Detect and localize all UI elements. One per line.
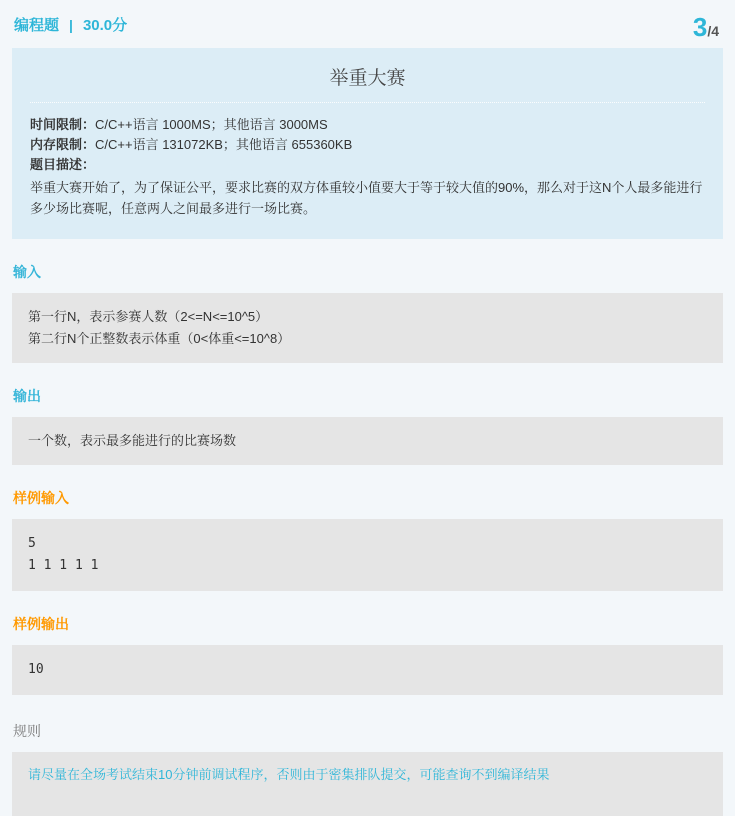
time-limit-label: 时间限制：: [30, 117, 96, 132]
sample-input-label: 样例输入: [13, 490, 69, 506]
memory-limit-label: 内存限制：: [30, 137, 96, 152]
input-spec-box: [12, 293, 723, 363]
description-label: 题目描述：: [30, 157, 96, 172]
sample-input-line: 1 1 1 1 1: [28, 558, 99, 573]
header-separator: |: [69, 16, 73, 33]
output-section-label: 输出: [13, 388, 41, 404]
pager-total: /4: [707, 23, 719, 39]
pager-current: 3: [692, 12, 708, 42]
input-spec-line: 第一行N，表示参赛人数（2<=N<=10^5）: [28, 309, 269, 324]
memory-limit-value: C/C++语言 131072KB；其他语言 655360KB: [95, 137, 353, 152]
time-limit-value: C/C++语言 1000MS；其他语言 3000MS: [95, 117, 328, 132]
question-score: 30.0分: [82, 17, 128, 34]
input-spec-line: 第二行N个正整数表示体重（0<体重<=10^8）: [28, 331, 291, 346]
sample-input-line: 5: [28, 536, 36, 551]
problem-description: 举重大赛开始了，为了保证公平，要求比赛的双方体重较小值要大于等于较大值的90%，那么对于这N个人最多能进行多少场比赛呢，任意两人之间最多进行一场比赛。: [30, 180, 703, 216]
question-pager: [693, 14, 721, 40]
input-section-label: 输入: [13, 264, 41, 280]
output-spec-box: [12, 417, 723, 465]
sample-output-label: 样例输出: [13, 616, 69, 632]
sample-output-box: [12, 645, 723, 695]
rules-section-label: 规则: [13, 723, 41, 739]
question-meta: [14, 14, 127, 35]
rules-box: [12, 752, 723, 816]
question-header: [12, 0, 723, 48]
sample-input-box: [12, 519, 723, 591]
problem-title: 举重大赛: [30, 63, 705, 103]
rules-text: 请尽量在全场考试结束10分钟前调试程序，否则由于密集排队提交，可能查询不到编译结果: [28, 767, 550, 782]
sample-output-line: 10: [28, 662, 44, 677]
memory-limit-line: [30, 135, 705, 155]
problem-statement-card: [12, 48, 723, 239]
time-limit-line: [30, 115, 705, 135]
description-heading: [30, 155, 705, 175]
question-type-label: 编程题: [14, 17, 60, 34]
output-spec-line: 一个数，表示最多能进行的比赛场数: [28, 433, 237, 448]
